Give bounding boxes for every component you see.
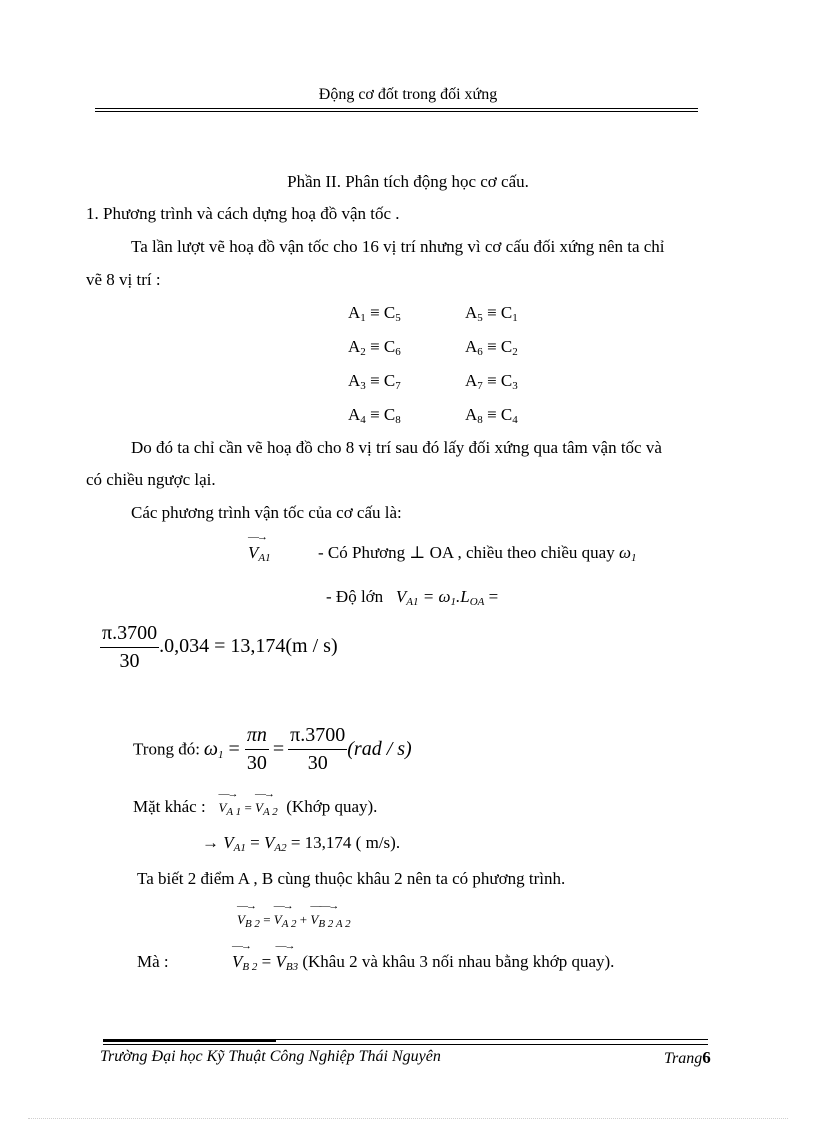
header-title: Động cơ đốt trong đối xứng — [318, 86, 498, 103]
va1-vector: —→ $V_{A1}$ — [248, 531, 271, 564]
formula-omega1: Trong đó: $\omega_1$ = $\frac{\pi n}{30}$ = $\frac{\pi.3700}{30}$ (rad / s) — [133, 724, 412, 774]
section-title: Phần II. Phân tích động học cơ cấu. — [287, 172, 529, 191]
fraction: $\frac{\pi.3700}{30}$ — [290, 724, 346, 774]
fraction: $\frac{\pi.3700}{30}$ — [102, 622, 158, 672]
footer-rule-thick — [103, 1039, 276, 1042]
equivalence-row: $A_7 \equiv C_3$ — [465, 371, 518, 392]
mat-khac-line: Mặt khác : —→ $V_{A 1}$ = —→ $V_{A 2}$ (Khớp quay). — [133, 788, 378, 818]
va1-direction: - Có Phương ⊥ OA , chiều theo chiều quay $\omega_1$ — [318, 543, 637, 564]
header-rule-bottom — [95, 111, 698, 112]
paragraph-1-line-2: vẽ 8 vị trí : — [86, 270, 161, 289]
va1-magnitude: - Độ lớn $V_{A1} = \omega_1.L_{OA}$ = — [326, 587, 499, 608]
equivalence-row: $A_6 \equiv C_2$ — [465, 337, 518, 358]
footer-page: Trang6 — [664, 1048, 711, 1067]
equivalence-row: $A_2 \equiv C_6$ — [348, 337, 401, 358]
paragraph-2-line-1: Do đó ta chỉ cần vẽ hoạ đồ cho 8 vị trí sau đó lấy đối xứng qua tâm vận tốc và — [131, 438, 662, 457]
ma-equation: —→ $V_{B 2}$ = —→ $V_{B3}$ (Khâu 2 và khâu 3 nối nhau bằng khớp quay). — [232, 940, 615, 973]
paragraph-2-line-2: có chiều ngược lại. — [86, 470, 216, 489]
equivalence-row: $A_8 \equiv C_4$ — [465, 405, 518, 426]
footer-school: Trường Đại học Kỹ Thuật Công Nghiệp Thái Nguyên — [100, 1048, 441, 1065]
formula-va1-value: $\frac{\pi.3700}{30}$ .0,034 = 13,174(m / s) — [102, 622, 338, 672]
equivalence-row: $A_1 \equiv C_5$ — [348, 303, 401, 324]
vb2-equation: —→ $V_{B 2}$ = —→ $V_{A 2}$ + ——→ $V_{B 2 A 2}$ — [237, 900, 351, 930]
paragraph-4: Ta biết 2 điểm A , B cùng thuộc khâu 2 nên ta có phương trình. — [137, 869, 566, 888]
footer-rule-bottom — [103, 1044, 708, 1045]
section-item-1: 1. Phương trình và cách dựng hoạ đồ vận tốc . — [86, 204, 400, 223]
bottom-divider — [28, 1118, 788, 1119]
equivalence-row: $A_3 \equiv C_7$ — [348, 371, 401, 392]
paragraph-3: Các phương trình vận tốc của cơ cấu là: — [131, 503, 402, 522]
ma-line: Mà : — [137, 952, 169, 971]
header-rule-top — [95, 108, 698, 109]
paragraph-1-line-1: Ta lần lượt vẽ hoạ đồ vận tốc cho 16 vị trí nhưng vì cơ cấu đối xứng nên ta chỉ — [131, 237, 665, 256]
equivalence-row: $A_4 \equiv C_8$ — [348, 405, 401, 426]
footer-rule-top — [276, 1039, 708, 1040]
fraction: $\frac{\pi n}{30}$ — [246, 724, 267, 774]
va-equality-line: → $V_{A1} = V_{A2} = 13,174$ ( m/s). — [202, 833, 401, 854]
equivalence-row: $A_5 \equiv C_1$ — [465, 303, 518, 324]
